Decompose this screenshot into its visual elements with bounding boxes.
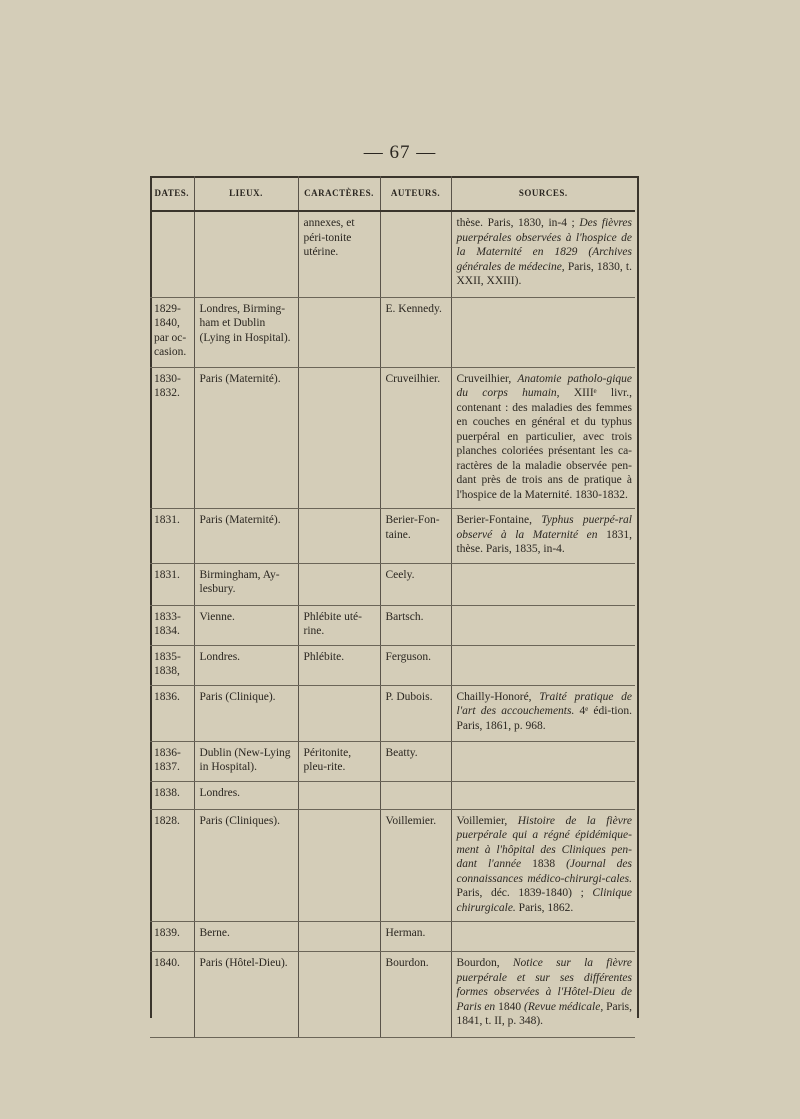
source-segment: 1831, thèse. Paris, 1835, in-4. — [456, 528, 632, 555]
cell-caracteres — [298, 509, 380, 564]
source-segment: Traité pratique de l'art des accouchements. — [456, 690, 632, 717]
cell-sources — [451, 509, 635, 564]
cell-caracteres — [298, 297, 380, 367]
cell-auteurs: Beatty. — [380, 741, 451, 781]
cell-caracteres: Péritonite, pleu-rite. — [298, 741, 380, 781]
table-row — [150, 645, 635, 685]
cell-sources — [451, 563, 635, 605]
cell-lieu: Paris (Hôtel-Dieu). — [194, 952, 298, 1038]
source-segment: Paris, 1862. — [515, 901, 574, 914]
cell-lieu: Berne. — [194, 922, 298, 952]
cell-date: 1831. — [150, 509, 194, 564]
cell-sources — [451, 741, 635, 781]
cell-caracteres: Phlébite. — [298, 645, 380, 685]
cell-lieu: Paris (Cliniques). — [194, 809, 298, 922]
source-segment: Berier-Fontaine, — [456, 514, 542, 526]
source-segment: 1840 — [495, 1000, 524, 1013]
cell-caracteres — [298, 781, 380, 809]
cell-lieu: Dublin (New-Lying in Hospital). — [194, 741, 298, 781]
cell-auteurs: Bourdon. — [380, 952, 451, 1038]
table-row — [150, 952, 635, 1038]
source-segment: Paris, 1830, t. XXII, XXIII). — [456, 260, 632, 287]
table-row — [150, 509, 635, 564]
source-segment: Histoire de la fièvre puerpérale qui a régné épidémique-ment à l'hôpital des Cliniques pen-dant l'année — [456, 814, 632, 870]
cell-lieu: Birmingham, Ay-lesbury. — [194, 563, 298, 605]
cell-date: 1833-1834. — [150, 605, 194, 645]
cell-auteurs: Bartsch. — [380, 605, 451, 645]
cell-caracteres: annexes, et péri-tonite utérine. — [298, 211, 380, 297]
header-dates: DATES. — [150, 176, 194, 211]
cell-caracteres — [298, 809, 380, 922]
cell-auteurs: Herman. — [380, 922, 451, 952]
cell-date: 1829-1840, par oc-casion. — [150, 297, 194, 367]
table-body — [150, 211, 635, 1038]
source-segment: Paris, 1841, t. II, p. 348). — [456, 1000, 632, 1027]
cell-date: 1836-1837. — [150, 741, 194, 781]
cell-caracteres — [298, 952, 380, 1038]
source-segment: thèse. Paris, 1830, in-4 ; — [456, 217, 580, 229]
page-number: — 67 — — [363, 142, 437, 163]
cell-auteurs: Ferguson. — [380, 645, 451, 685]
table-row — [150, 605, 635, 645]
table-header-row — [150, 176, 635, 211]
cell-auteurs — [380, 211, 451, 297]
cell-lieu — [194, 211, 298, 297]
table-row — [150, 297, 635, 367]
source-segment: 4ᵉ édi-tion. Paris, 1861, p. 968. — [456, 705, 632, 732]
cell-sources — [451, 645, 635, 685]
source-segment: (Revue médicale, — [524, 1000, 604, 1013]
table-row — [150, 922, 635, 952]
table-row — [150, 563, 635, 605]
cell-auteurs: P. Dubois. — [380, 685, 451, 741]
cell-sources — [451, 809, 635, 922]
source-segment: Chailly-Honoré, — [456, 690, 540, 703]
source-segment: Anatomie patholo-gique du corps humain, — [456, 372, 632, 399]
source-segment: Des fièvres puerpérales observées à l'hospice de la Maternité en 1829 (Archives générales de médecine, — [456, 217, 632, 273]
cell-caracteres: Phlébite uté-rine. — [298, 605, 380, 645]
table-row — [150, 685, 635, 741]
cell-sources — [451, 781, 635, 809]
cell-sources — [451, 685, 635, 741]
cell-sources — [451, 605, 635, 645]
source-segment: Paris, déc. 1839-1840) ; — [456, 887, 593, 899]
source-segment: (Journal des connaissances médico-chirurgi-cales. — [456, 858, 632, 885]
cell-lieu: Londres. — [194, 645, 298, 685]
cell-auteurs: Cruveilhier. — [380, 367, 451, 509]
cell-sources — [451, 922, 635, 952]
source-segment: Notice sur la fièvre puerpérale et sur ses différentes formes observées à l'Hôtel-Dieu de Paris en — [456, 957, 633, 1013]
cell-lieu: Vienne. — [194, 605, 298, 645]
table-row — [150, 741, 635, 781]
source-segment: Voillemier, — [456, 814, 518, 827]
source-segment: Typhus puerpé-ral observé à la Maternité en — [456, 514, 633, 541]
cell-auteurs — [380, 781, 451, 809]
cell-sources — [451, 952, 635, 1038]
cell-date: 1840. — [150, 952, 194, 1038]
source-segment: Clinique chirurgicale. — [456, 887, 632, 914]
cell-auteurs: Voillemier. — [380, 809, 451, 922]
header-sources: SOURCES. — [451, 176, 635, 211]
epidemics-table — [150, 176, 635, 1038]
cell-lieu: Paris (Maternité). — [194, 367, 298, 509]
cell-sources — [451, 211, 635, 297]
header-lieux: LIEUX. — [194, 176, 298, 211]
header-auteurs: AUTEURS. — [380, 176, 451, 211]
cell-caracteres — [298, 563, 380, 605]
cell-caracteres — [298, 685, 380, 741]
cell-caracteres — [298, 922, 380, 952]
source-segment: Cruveilhier, — [456, 372, 518, 385]
cell-date: 1828. — [150, 809, 194, 922]
source-segment: Bourdon, — [456, 957, 513, 969]
source-segment: 1838 — [521, 858, 567, 870]
table-row — [150, 367, 635, 509]
cell-date: 1839. — [150, 922, 194, 952]
cell-date: 1830-1832. — [150, 367, 194, 509]
cell-auteurs: E. Kennedy. — [380, 297, 451, 367]
cell-date — [150, 211, 194, 297]
cell-lieu: Paris (Maternité). — [194, 509, 298, 564]
cell-auteurs: Ceely. — [380, 563, 451, 605]
table-row — [150, 809, 635, 922]
cell-auteurs: Berier-Fon-taine. — [380, 509, 451, 564]
cell-date: 1835-1838, — [150, 645, 194, 685]
cell-date: 1836. — [150, 685, 194, 741]
cell-sources — [451, 297, 635, 367]
table-row — [150, 211, 635, 297]
table-row — [150, 781, 635, 809]
cell-sources — [451, 367, 635, 509]
cell-lieu: Paris (Clinique). — [194, 685, 298, 741]
source-segment: XIIIᵉ livr., contenant : des maladies des femmes en couches en général et du typhus puerpéral en particulier, avec trois planches coloriées présentant les ca-ractères de la maladie observée pen-dant près de trois ans de pratique à l'hospice de la Maternité. 1830-1832. — [456, 387, 633, 501]
cell-caracteres — [298, 367, 380, 509]
header-caracteres: CARACTÈRES. — [298, 176, 380, 211]
cell-date: 1831. — [150, 563, 194, 605]
cell-date: 1838. — [150, 781, 194, 809]
cell-lieu: Londres, Birming-ham et Dublin (Lying in Hospital). — [194, 297, 298, 367]
cell-lieu: Londres. — [194, 781, 298, 809]
